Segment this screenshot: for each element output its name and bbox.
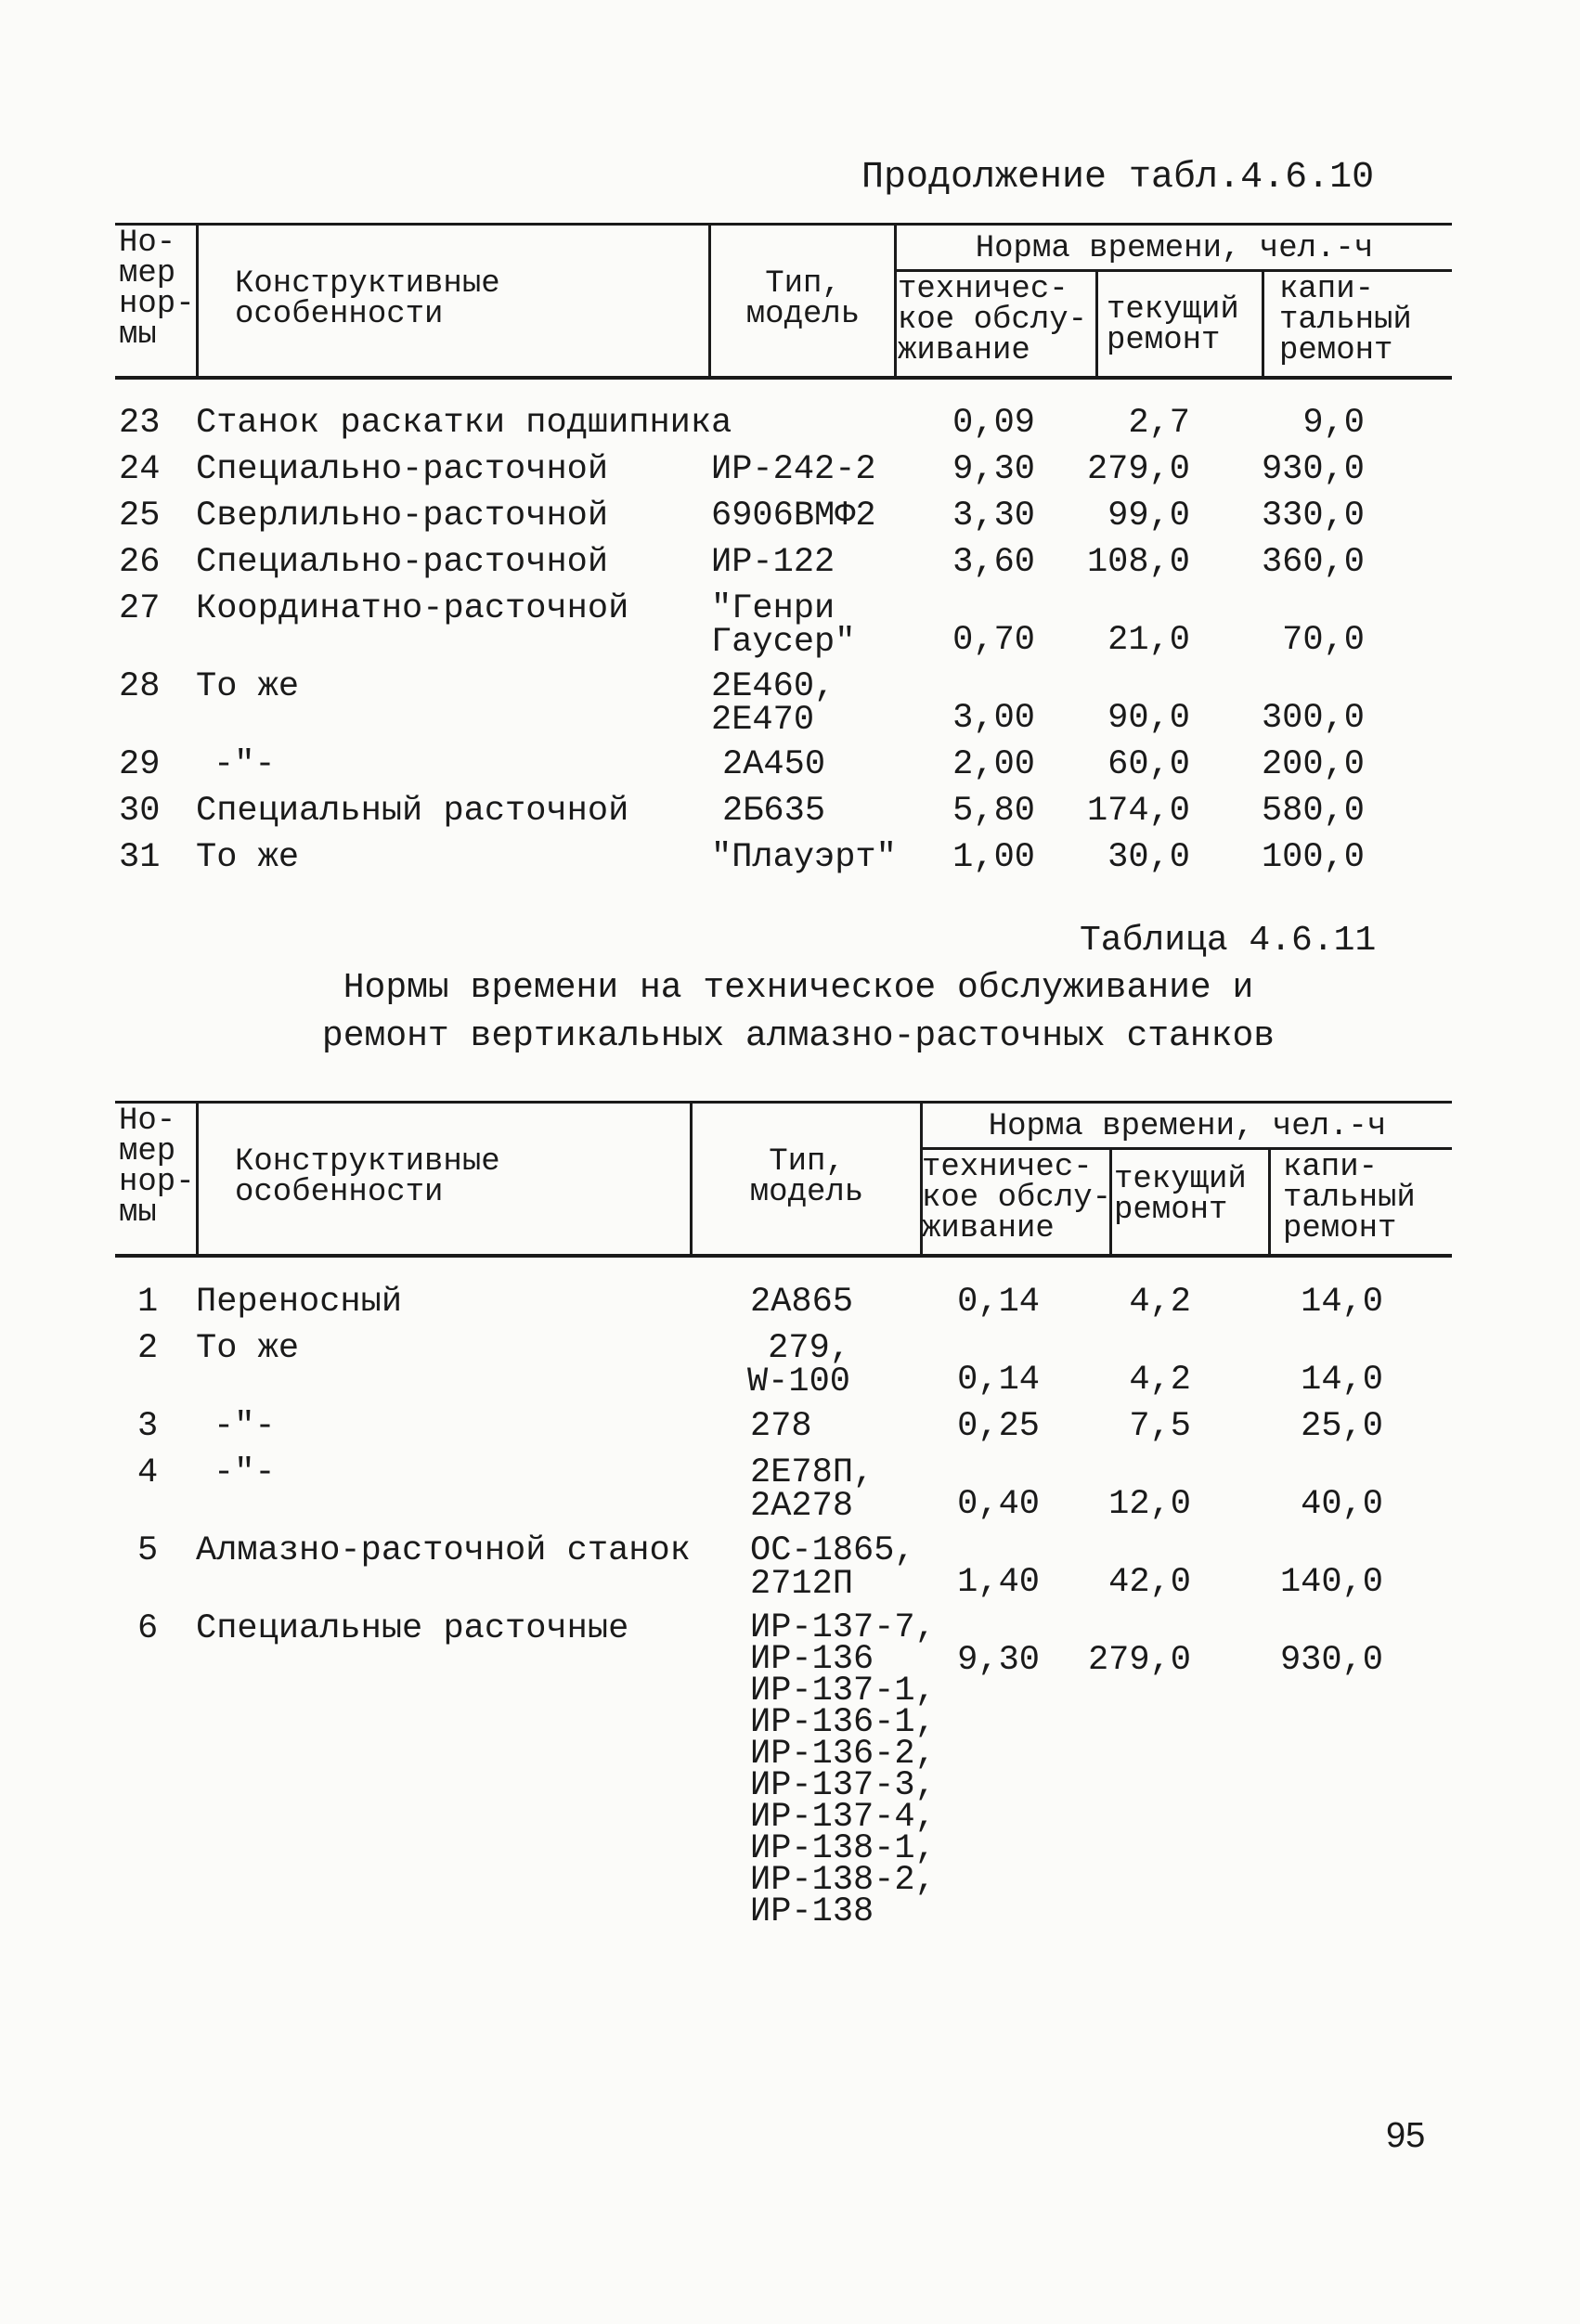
row-maintenance: 9,30 [957, 1641, 1040, 1680]
row-capital-repair: 14,0 [1301, 1361, 1383, 1400]
row-current-repair: 7,5 [1129, 1407, 1191, 1446]
row-number: 3 [137, 1407, 159, 1446]
row-number: 2 [137, 1329, 159, 1368]
row-current-repair: 42,0 [1108, 1563, 1191, 1602]
row-number: 26 [119, 543, 161, 582]
row-number: 24 [119, 450, 161, 489]
table-2-header-features: Конструктивные особенности [235, 1144, 500, 1210]
row-name: Сверлильно-расточной [196, 497, 609, 536]
row-number: 30 [119, 792, 161, 831]
row-name: -"- [214, 1407, 276, 1446]
row-current-repair: 21,0 [1107, 621, 1190, 660]
table-2-vline-2 [690, 1101, 693, 1254]
row-current-repair: 60,0 [1107, 745, 1190, 784]
row-maintenance: 9,30 [952, 450, 1035, 489]
table-1-vline-1 [196, 223, 199, 376]
row-maintenance: 1,00 [952, 838, 1035, 877]
row-current-repair: 108,0 [1086, 543, 1190, 582]
row-number: 4 [137, 1453, 159, 1492]
table-2-header-capital-repair: капи- тальный ремонт [1283, 1150, 1416, 1246]
row-model: ИР-242-2 [711, 450, 876, 489]
row-capital-repair: 300,0 [1261, 699, 1365, 738]
row-name: -"- [214, 745, 276, 784]
row-maintenance: 1,40 [957, 1563, 1040, 1602]
row-number: 25 [119, 497, 161, 536]
row-capital-repair: 70,0 [1282, 621, 1365, 660]
table-2-label: Таблица 4.6.11 [1080, 921, 1377, 961]
row-name: Специально-расточной [196, 543, 609, 582]
row-current-repair: 99,0 [1107, 497, 1190, 536]
row-current-repair: 90,0 [1107, 699, 1190, 738]
row-number: 5 [137, 1531, 159, 1570]
row-number: 29 [119, 745, 161, 784]
row-name: Специальный расточной [196, 792, 629, 831]
row-capital-repair: 140,0 [1279, 1563, 1383, 1602]
row-capital-repair: 930,0 [1261, 450, 1365, 489]
table-2-header-maintenance: техничес- кое обслу- живание [922, 1150, 1112, 1246]
row-number: 23 [119, 404, 161, 443]
table-2-title-line-2: ремонт вертикальных алмазно-расточных станков [321, 1016, 1276, 1056]
table-1-header-norm: Норма времени, чел.-ч [975, 231, 1374, 266]
row-maintenance: 2,00 [952, 745, 1035, 784]
row-model: ОС-1865, 2712П [750, 1531, 915, 1604]
row-number: 28 [119, 667, 161, 706]
row-maintenance: 0,14 [957, 1361, 1040, 1400]
row-maintenance: 0,70 [952, 621, 1035, 660]
table-2-title-line-1: Нормы времени на техническое обслуживание и [343, 968, 1254, 1008]
row-name: Координатно-расточной [196, 589, 629, 628]
row-model: 278 [750, 1407, 812, 1446]
row-number: 27 [119, 589, 161, 628]
table-1-vline-2 [708, 223, 711, 376]
continuation-title: Продолжение табл.4.6.10 [861, 157, 1375, 199]
table-1-top-rule [115, 223, 1452, 226]
table-1-vline-5 [1262, 269, 1264, 376]
row-name: Алмазно-расточной станок [196, 1531, 691, 1570]
row-capital-repair: 200,0 [1261, 745, 1365, 784]
row-maintenance: 3,00 [952, 699, 1035, 738]
row-model: 2Б635 [722, 792, 826, 831]
row-capital-repair: 9,0 [1302, 404, 1365, 443]
row-name: Специальные расточные [196, 1609, 629, 1648]
table-1-vline-4 [1095, 269, 1098, 376]
row-capital-repair: 25,0 [1301, 1407, 1383, 1446]
table-2-vline-5 [1268, 1147, 1271, 1254]
row-number: 31 [119, 838, 161, 877]
row-current-repair: 4,2 [1129, 1283, 1191, 1322]
row-capital-repair: 580,0 [1261, 792, 1365, 831]
table-2-header-norm: Норма времени, чел.-ч [988, 1109, 1387, 1144]
row-name: То же [196, 667, 300, 706]
row-capital-repair: 100,0 [1261, 838, 1365, 877]
row-maintenance: 3,60 [952, 543, 1035, 582]
row-name: Станок раскатки подшипника [196, 404, 732, 443]
row-model: 2Е78П, 2А278 [750, 1453, 874, 1526]
row-capital-repair: 930,0 [1279, 1641, 1383, 1680]
row-model: 279, W-100 [746, 1329, 850, 1401]
row-current-repair: 174,0 [1086, 792, 1190, 831]
row-current-repair: 279,0 [1087, 1641, 1191, 1680]
table-1-header-maintenance: техничес- кое обслу- живание [898, 272, 1088, 368]
table-1-header-capital-repair: капи- тальный ремонт [1279, 272, 1412, 368]
table-2-top-rule [115, 1101, 1452, 1104]
row-capital-repair: 330,0 [1261, 497, 1365, 536]
row-model: "Плауэрт" [711, 838, 897, 877]
row-name: То же [196, 838, 300, 877]
table-2-header-number: Но- мер нор- мы [119, 1104, 195, 1231]
row-capital-repair: 360,0 [1261, 543, 1365, 582]
table-2-vline-1 [196, 1101, 199, 1254]
table-2-header-model: Тип, модель [749, 1144, 864, 1210]
row-model: 2А865 [750, 1283, 854, 1322]
row-model: ИР-122 [711, 543, 835, 582]
row-capital-repair: 14,0 [1301, 1283, 1383, 1322]
table-1-header-features: Конструктивные особенности [235, 266, 500, 332]
row-name: Специально-расточной [196, 450, 609, 489]
row-maintenance: 0,14 [957, 1283, 1040, 1322]
page-number: 95 [1386, 2116, 1426, 2155]
table-1-header-rule [115, 376, 1452, 380]
table-1-header-model: Тип, модель [745, 266, 861, 332]
row-model: 6906ВМФ2 [711, 497, 876, 536]
row-maintenance: 5,80 [952, 792, 1035, 831]
row-model: "Генри Гаусер" [711, 589, 856, 662]
row-model: 2А450 [722, 745, 826, 784]
row-number: 1 [137, 1283, 159, 1322]
row-current-repair: 30,0 [1107, 838, 1190, 877]
row-maintenance: 3,30 [952, 497, 1035, 536]
row-current-repair: 12,0 [1108, 1485, 1191, 1524]
row-model: ИР-137-7, ИР-136 ИР-137-1, ИР-136-1, ИР-136-2, ИР-137-3, ИР-137-4, ИР-138-1, ИР-138-2, ИР-138 [750, 1608, 936, 1931]
table-2-header-current-repair: текущий ремонт [1114, 1162, 1247, 1228]
table-2-header-rule [115, 1254, 1452, 1258]
table-1-header-current-repair: текущий ремонт [1107, 292, 1239, 358]
row-name: Переносный [196, 1283, 403, 1322]
row-maintenance: 0,25 [957, 1407, 1040, 1446]
row-number: 6 [137, 1609, 159, 1648]
row-maintenance: 0,40 [957, 1485, 1040, 1524]
row-capital-repair: 40,0 [1301, 1485, 1383, 1524]
row-model: 2Е460, 2Е470 [711, 667, 835, 740]
row-current-repair: 279,0 [1086, 450, 1190, 489]
row-current-repair: 2,7 [1128, 404, 1190, 443]
row-maintenance: 0,09 [952, 404, 1035, 443]
row-current-repair: 4,2 [1129, 1361, 1191, 1400]
table-1-header-number: Но- мер нор- мы [119, 226, 195, 353]
row-name: То же [196, 1329, 300, 1368]
row-name: -"- [214, 1453, 276, 1492]
